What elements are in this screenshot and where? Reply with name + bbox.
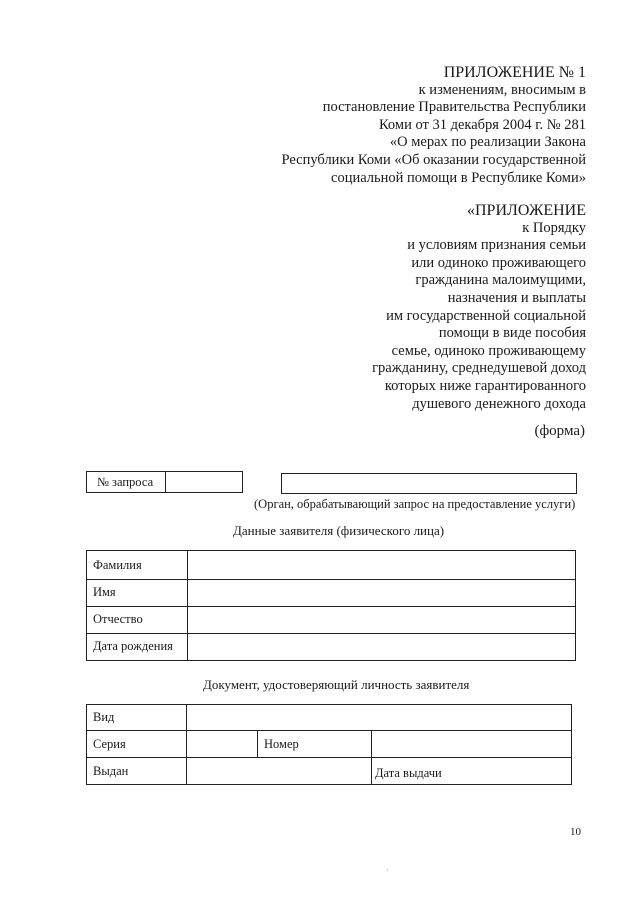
document-number-field[interactable] [375, 735, 567, 753]
appendix-line: Республики Коми «Об оказании государственной [281, 151, 586, 168]
appendix-line: Коми от 31 декабря 2004 г. № 281 [378, 116, 586, 133]
applicant-table [86, 550, 576, 661]
applicant-row-line [87, 579, 575, 580]
request-number-label: № запроса [97, 475, 154, 489]
document-col-line [186, 705, 187, 784]
request-number-divider [165, 472, 166, 492]
procedure-appendix-title: «ПРИЛОЖЕНИЕ [466, 202, 586, 219]
appendix-line: к изменениям, вносимым в [418, 81, 586, 98]
appendix-line: социальной помощи в Республике Коми» [331, 169, 586, 186]
surname-label: Фамилия [93, 558, 142, 572]
document-series-label: Серия [93, 737, 126, 751]
issue-date-label: Дата выдачи [375, 766, 442, 780]
document-type-label: Вид [93, 710, 115, 724]
applicant-row-line [87, 606, 575, 607]
birth-date-label: Дата рождения [93, 639, 173, 653]
surname-field[interactable] [191, 558, 571, 574]
birth-date-field[interactable] [191, 639, 571, 655]
page-number: 10 [570, 826, 581, 838]
patronymic-label: Отчество [93, 612, 143, 626]
procedure-line: помощи в виде пособия [438, 325, 586, 342]
applicant-section-heading: Данные заявителя (физического лица) [233, 523, 445, 538]
document-col-line [371, 730, 372, 784]
issued-by-label: Выдан [93, 764, 129, 778]
scan-speck: · [386, 866, 389, 875]
issue-date-field[interactable] [465, 762, 569, 780]
procedure-line: назначения и выплаты [447, 289, 586, 306]
processing-organ-caption: (Орган, обрабатывающий запрос на предоставление услуги) [254, 497, 576, 511]
form-label: (форма) [534, 423, 585, 439]
procedure-line: к Порядку [522, 219, 586, 236]
document-type-field[interactable] [190, 709, 568, 726]
procedure-appendix-header [372, 202, 586, 413]
document-row-line [87, 757, 571, 758]
document-number-label: Номер [264, 737, 299, 751]
procedure-line: гражданину, среднедушевой доход [372, 360, 586, 377]
patronymic-field[interactable] [191, 612, 571, 628]
procedure-line: или одиноко проживающего [411, 254, 586, 271]
procedure-line: им государственной социальной [386, 307, 586, 324]
first-name-label: Имя [93, 585, 116, 599]
processing-organ-field[interactable] [281, 473, 577, 494]
appendix-header [282, 64, 587, 187]
applicant-row-line [87, 633, 575, 634]
procedure-line: семье, одиноко проживающему [391, 342, 586, 359]
procedure-line: которых ниже гарантированного [384, 377, 586, 394]
request-number-box [86, 471, 243, 493]
document-series-field[interactable] [190, 735, 254, 753]
issued-by-field[interactable] [190, 762, 368, 780]
procedure-line: душевого денежного дохода [412, 395, 586, 412]
appendix-line: постановление Правительства Республики [322, 99, 586, 116]
document-row-line [87, 730, 571, 731]
document-col-line [257, 730, 258, 757]
identity-document-table [86, 704, 572, 785]
identity-document-heading: Документ, удостоверяющий личность заявителя [203, 677, 470, 692]
appendix-title: ПРИЛОЖЕНИЕ № 1 [443, 64, 586, 81]
request-number-field[interactable] [169, 472, 241, 492]
appendix-line: «О мерах по реализации Закона [389, 134, 586, 151]
first-name-field[interactable] [191, 585, 571, 601]
procedure-line: и условиям признания семьи [407, 237, 586, 254]
procedure-line: гражданина малоимущими, [415, 272, 586, 289]
